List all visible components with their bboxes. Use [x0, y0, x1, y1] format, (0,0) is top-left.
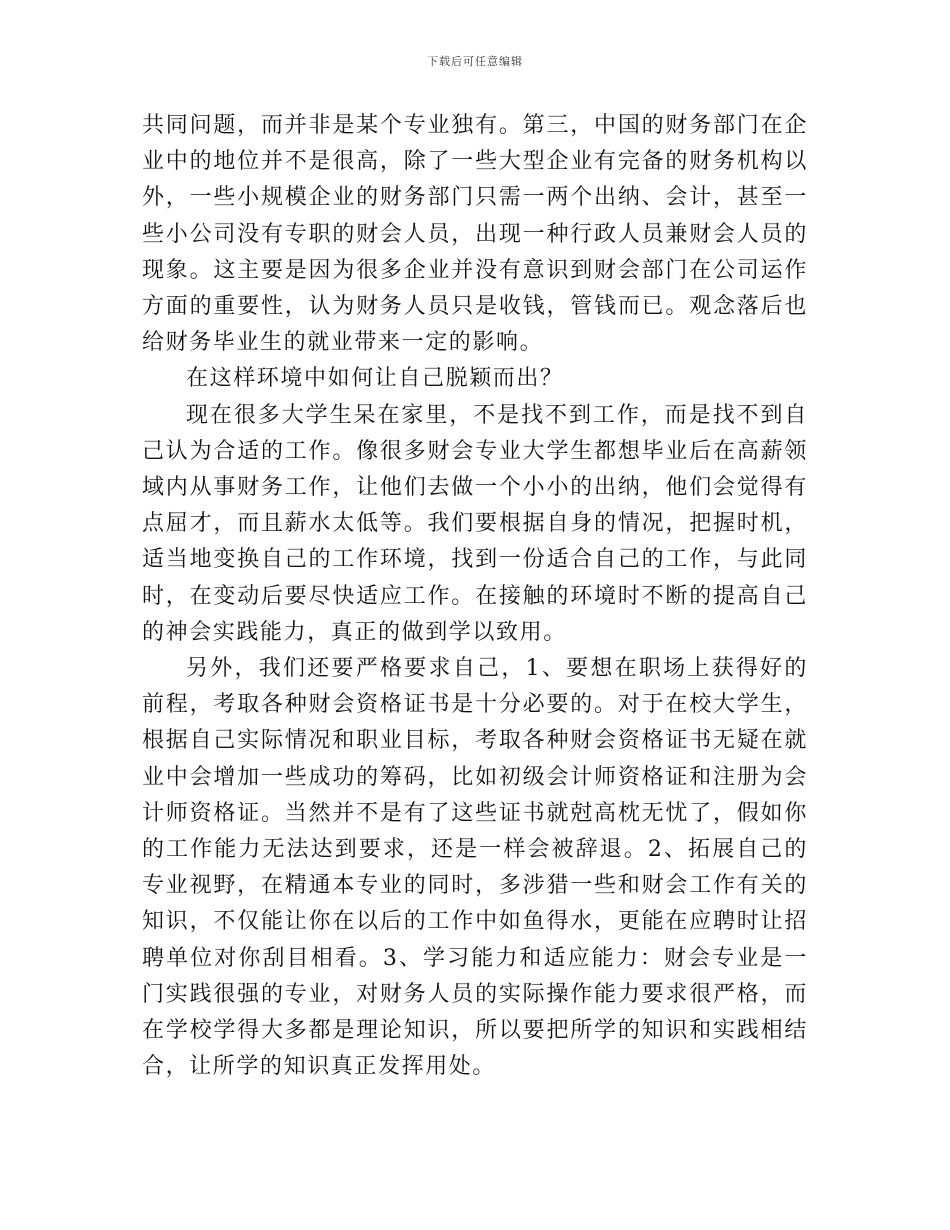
paragraph-job-seeking: 现在很多大学生呆在家里，不是找不到工作，而是找不到自己认为合适的工作。像很多财会专业大学生都想毕业后在高薪领域内从事财务工作，让他们去做一个小小的出纳，他们会觉得有点屈才，而且薪水太低等。我们要根据自身的情况，把握时机，适当地变换自己的工作环境，找到一份适合自己的工作，与此同时，在变动后要尽快适应工作。在接触的环境时不断的提高自己的神会实践能力，真正的做到学以致用。 [142, 402, 808, 645]
document-body [142, 108, 808, 1085]
paragraph-self-requirements: 另外，我们还要严格要求自己，1、要想在职场上获得好的前程，考取各种财会资格证书是十分必要的。对于在校大学生，根据自己实际情况和职业目标，考取各种财会资格证书无疑在就业中会增加一些成功的筹码，比如初级会计师资格证和注册为会计师资格证。当然并不是有了这些证书就尅高枕无忧了，假如你的工作能力无法达到要求，还是一样会被辞退。2、拓展自己的专业视野，在精通本专业的同时，多涉猎一些和财会工作有关的知识，不仅能让你在以后的工作中如鱼得水，更能在应聘时让招聘单位对你刮目相看。3、学习能力和适应能力：财会专业是一门实践很强的专业，对财务人员的实际操作能力要求很严格，而在学校学得大多都是理论知识，所以要把所学的知识和实践相结合，让所学的知识真正发挥用处。 [142, 656, 808, 1080]
page-header: 下载后可任意编辑 [427, 55, 523, 68]
paragraph-question: 在这样环境中如何让自己脱颖而出？ [186, 366, 564, 392]
paragraph-continuation: 共同问题，而并非是某个专业独有。第三，中国的财务部门在企业中的地位并不是很高，除了一些大型企业有完备的财务机构以外，一些小规模企业的财务部门只需一两个出纳、会计，甚至一些小公司没有专职的财会人员，出现一种行政人员兼财会人员的现象。这主要是因为很多企业并没有意识到财会部门在公司运作方面的重要性，认为财务人员只是收钱，管钱而已。观念落后也给财务毕业生的就业带来一定的影响。 [142, 113, 808, 356]
